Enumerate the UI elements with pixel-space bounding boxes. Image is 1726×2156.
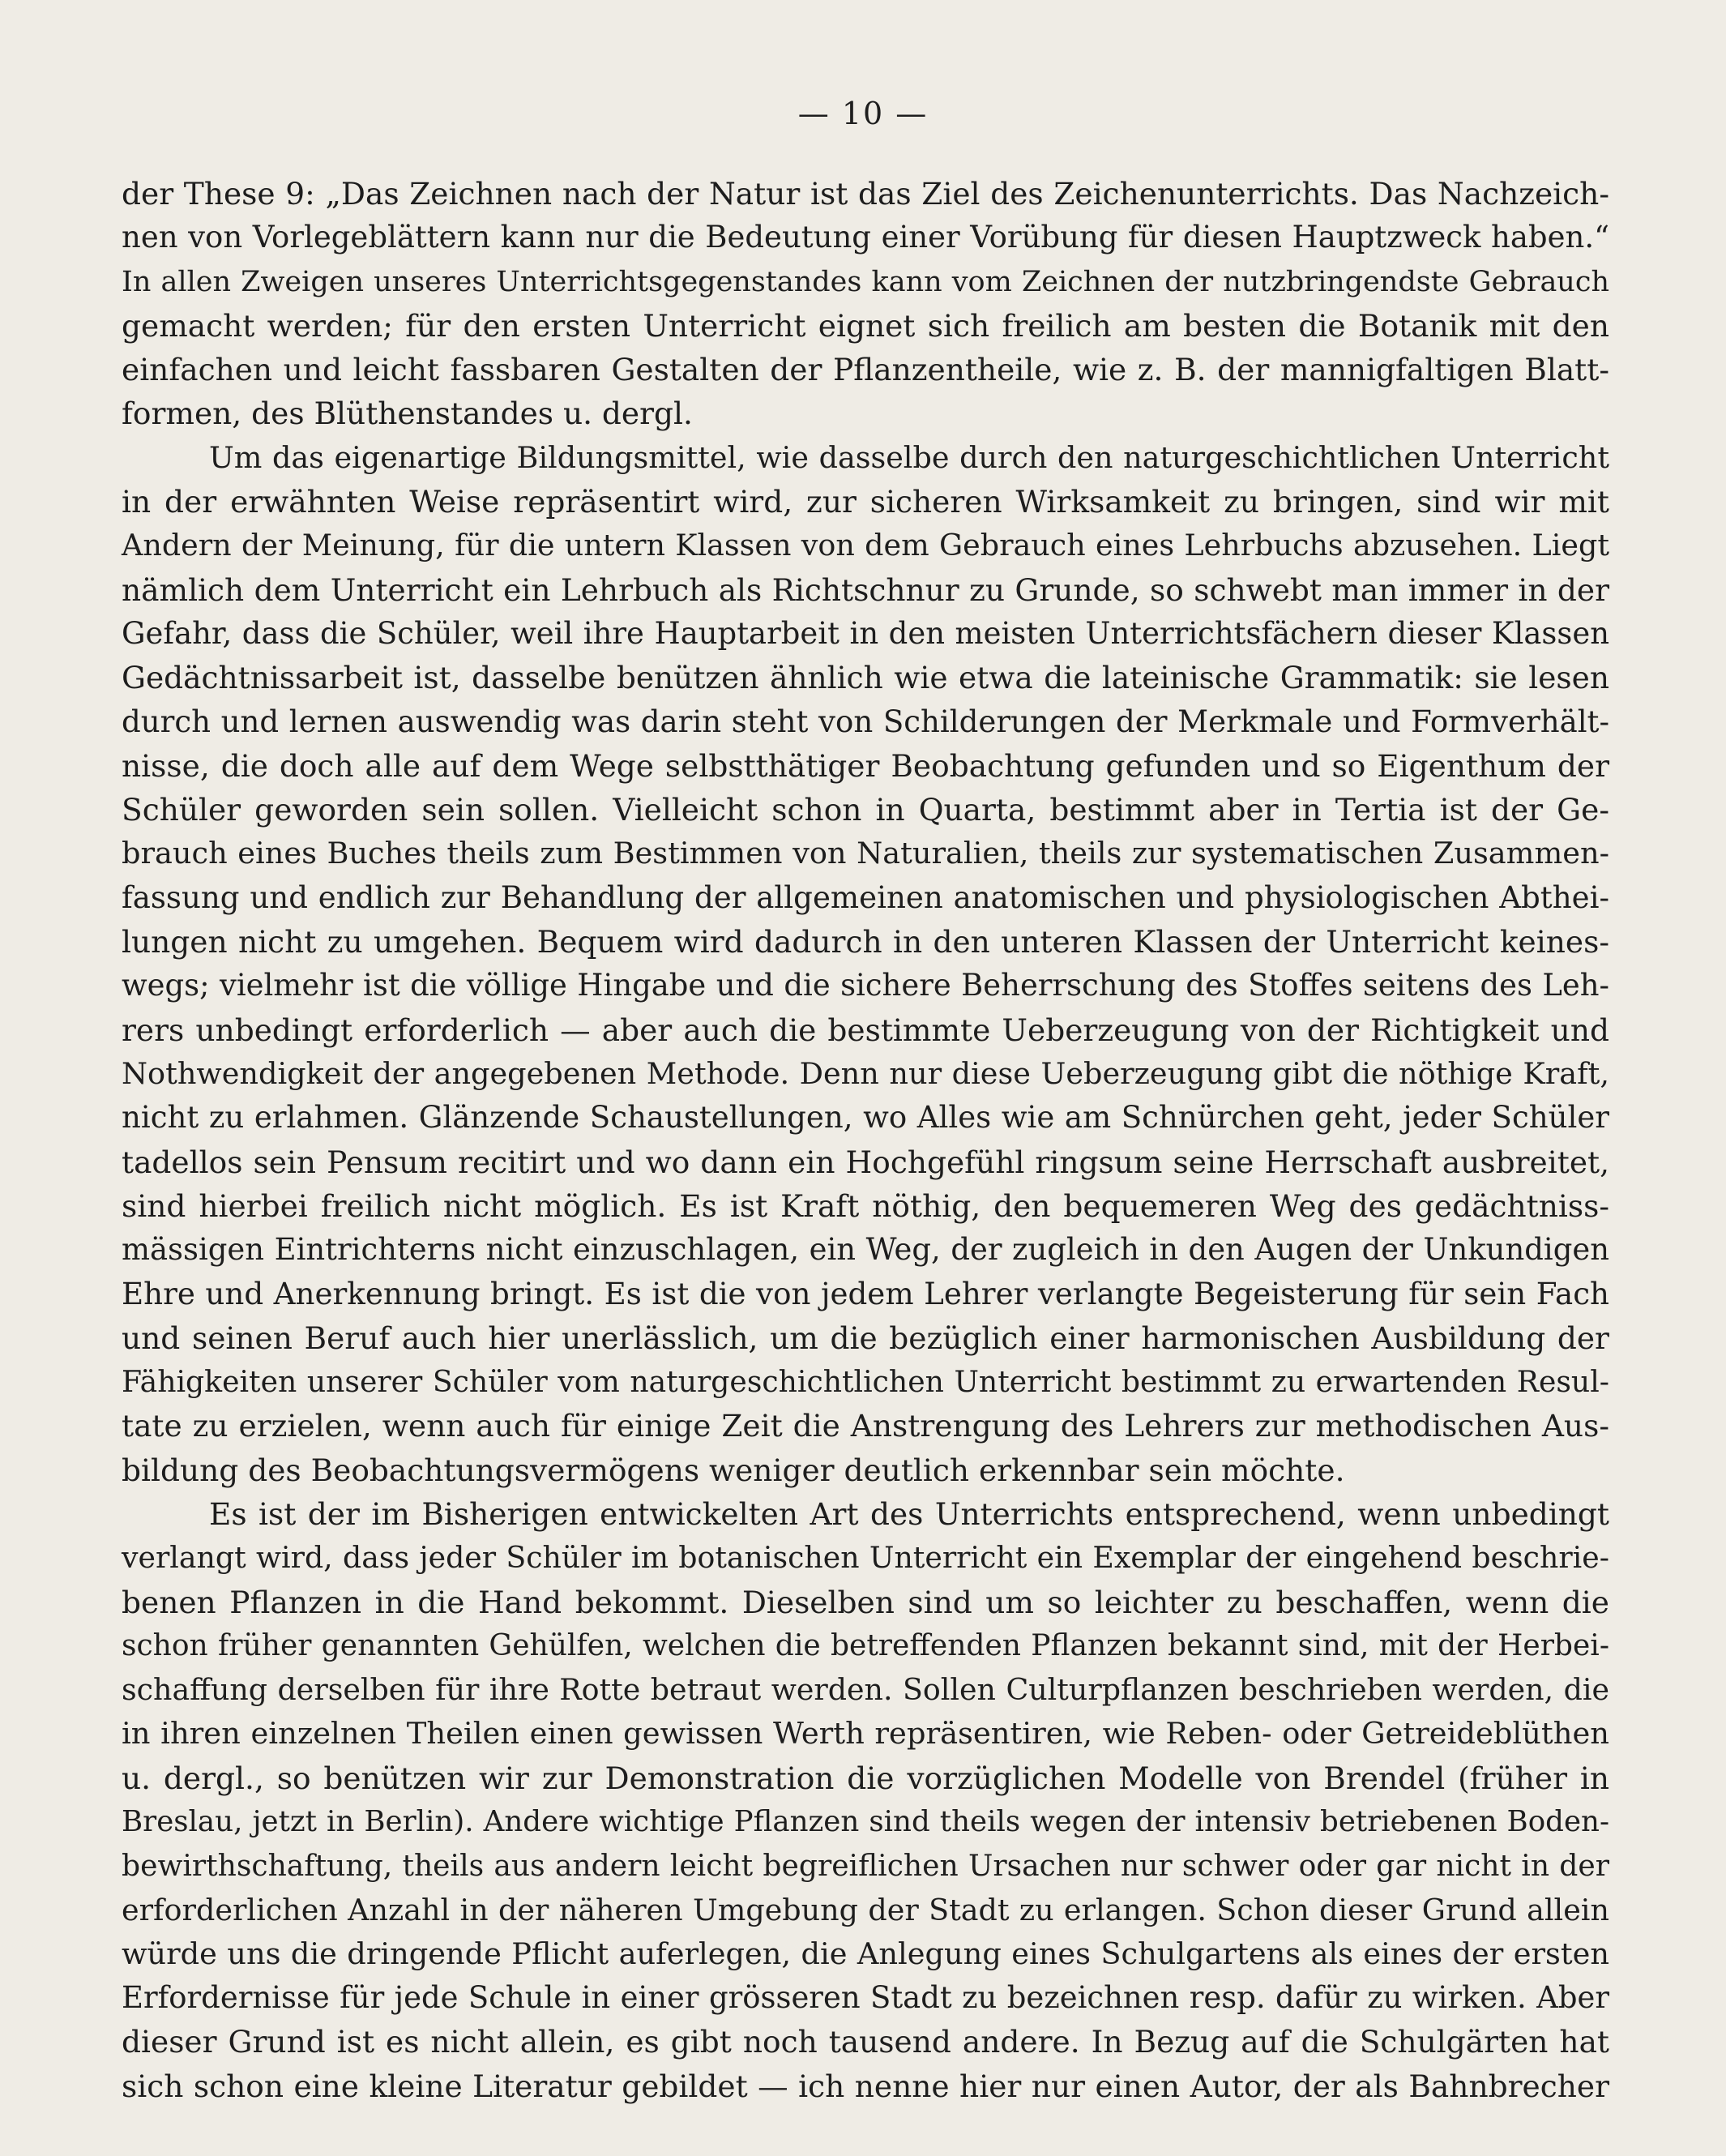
text-line: Erfordernisse für jede Schule in einer grösseren Stadt zu bezeichnen resp. dafür zu wirken. Aber [122,1980,1609,2016]
text-line: Andern der Meinung, für die untern Klassen von dem Gebrauch eines Lehrbuchs abzusehen. Liegt [122,528,1609,563]
text-line: bewirthschaftung, theils aus andern leicht begreiflichen Ursachen nur schwer oder gar nicht in der [122,1849,1609,1884]
text-line: Schüler geworden sein sollen. Vielleicht schon in Quarta, bestimmt aber in Tertia ist der Ge- [122,792,1609,828]
text-line: der These 9: „Das Zeichnen nach der Natur ist das Ziel des Zeichenunterrichts. Das Nachzeich- [122,176,1609,212]
text-line: tate zu erzielen, wenn auch für einige Zeit die Anstrengung des Lehrers zur methodischen Aus- [122,1408,1609,1444]
body-text [122,172,1609,2108]
text-line: sich schon eine kleine Literatur gebildet — ich nenne hier nur einen Autor, der als Bahnbrecher [122,2068,1609,2104]
text-line: Nothwendigkeit der angegebenen Methode. Denn nur diese Ueberzeugung gibt die nöthige Kraft, [122,1055,1609,1091]
text-line: dieser Grund ist es nicht allein, es gibt noch tausend andere. In Bezug auf die Schulgärten hat [122,2024,1609,2060]
text-line: rers unbedingt erforderlich — aber auch die bestimmte Ueberzeugung von der Richtigkeit und [122,1012,1609,1048]
text-line: Gefahr, dass die Schüler, weil ihre Hauptarbeit in den meisten Unterrichtsfächern dieser Klassen [122,615,1609,651]
text-line: erforderlichen Anzahl in der näheren Umgebung der Stadt zu erlangen. Schon dieser Grund allein [122,1892,1609,1927]
text-line: Ehre und Anerkennung bringt. Es ist die von jedem Lehrer verlangte Begeisterung für sein Fach [122,1276,1609,1312]
text-line: nen von Vorlegeblättern kann nur die Bedeutung einer Vorübung für diesen Hauptzweck haben.“ [122,220,1609,255]
text-line: schaffung derselben für ihre Rotte betraut werden. Sollen Culturpflanzen beschrieben werden, die [122,1672,1609,1708]
text-line: verlangt wird, dass jeder Schüler im botanischen Unterricht ein Exemplar der eingehend beschrie- [122,1540,1609,1576]
text-line: Breslau, jetzt in Berlin). Andere wichtige Pflanzen sind theils wegen der intensiv betriebenen Boden- [122,1804,1609,1838]
text-line: wegs; vielmehr ist die völlige Hingabe und die sichere Beherrschung des Stoffes seitens des Leh- [122,968,1609,1003]
text-line: sind hierbei freilich nicht möglich. Es ist Kraft nöthig, den bequemeren Weg des gedächtniss- [122,1187,1609,1224]
paragraph-first-line: Es ist der im Bisherigen entwickelten Art des Unterrichts entsprechend, wenn unbedingt [209,1495,1609,1532]
text-line: gemacht werden; für den ersten Unterricht eignet sich freilich am besten die Botanik mit den [122,307,1609,344]
text-line: Fähigkeiten unserer Schüler vom naturgeschichtlichen Unterricht bestimmt zu erwartenden Resul- [122,1364,1609,1400]
text-line: Gedächtnissarbeit ist, dasselbe benützen ähnlich wie etwa die lateinische Grammatik: sie lesen [122,660,1609,696]
text-line: benen Pflanzen in die Hand bekommt. Dieselben sind um so leichter zu beschaffen, wenn die [122,1584,1609,1620]
text-line: formen, des Blüthenstandes u. dergl. [122,396,693,432]
text-line: brauch eines Buches theils zum Bestimmen von Naturalien, theils zur systematischen Zusammen- [122,836,1609,871]
page-number: — 10 — [797,96,929,131]
text-line: u. dergl., so benützen wir zur Demonstration die vorzüglichen Modelle von Brendel (früher in [122,1760,1609,1796]
text-line: fassung und endlich zur Behandlung der allgemeinen anatomischen und physiologischen Abthei- [122,879,1609,915]
text-line: bildung des Beobachtungsvermögens weniger deutlich erkennbar sein möchte. [122,1452,1345,1488]
paragraph-first-line: Um das eigenartige Bildungsmittel, wie dasselbe durch den naturgeschichtlichen Unterricht [209,439,1609,475]
text-line: lungen nicht zu umgehen. Bequem wird dadurch in den unteren Klassen der Unterricht keines- [122,924,1609,960]
text-line: mässigen Eintrichterns nicht einzuschlagen, ein Weg, der zugleich in den Augen der Unkundigen [122,1232,1609,1268]
text-line: In allen Zweigen unseres Unterrichtsgegenstandes kann vom Zeichnen der nutzbringendste Gebrauch [122,265,1609,298]
text-line: nicht zu erlahmen. Glänzende Schaustellungen, wo Alles wie am Schnürchen geht, jeder Schüler [122,1100,1609,1136]
text-line: nisse, die doch alle auf dem Wege selbstthätiger Beobachtung gefunden und so Eigenthum der [122,747,1609,784]
text-line: würde uns die dringende Pflicht auferlegen, die Anlegung eines Schulgartens als eines der ersten [122,1936,1609,1971]
text-line: nämlich dem Unterricht ein Lehrbuch als Richtschnur zu Grunde, so schwebt man immer in der [122,571,1609,608]
text-line: tadellos sein Pensum recitirt und wo dann ein Hochgefühl ringsum seine Herrschaft ausbreitet, [122,1144,1609,1180]
text-line: in der erwähnten Weise repräsentirt wird, zur sicheren Wirksamkeit zu bringen, sind wir mit [122,484,1609,520]
text-line: in ihren einzelnen Theilen einen gewissen Werth repräsentiren, wie Reben- oder Getreideblüthen [122,1716,1609,1752]
text-line: durch und lernen auswendig was darin steht von Schilderungen der Merkmale und Formverhält- [122,704,1609,739]
text-line: schon früher genannten Gehülfen, welchen die betreffenden Pflanzen bekannt sind, mit der Herbei- [122,1628,1609,1662]
text-line: und seinen Beruf auch hier unerlässlich, um die bezüglich einer harmonischen Ausbildung der [122,1320,1609,1356]
text-line: einfachen und leicht fassbaren Gestalten der Pflanzentheile, wie z. B. der mannigfaltigen Blatt- [122,352,1609,388]
